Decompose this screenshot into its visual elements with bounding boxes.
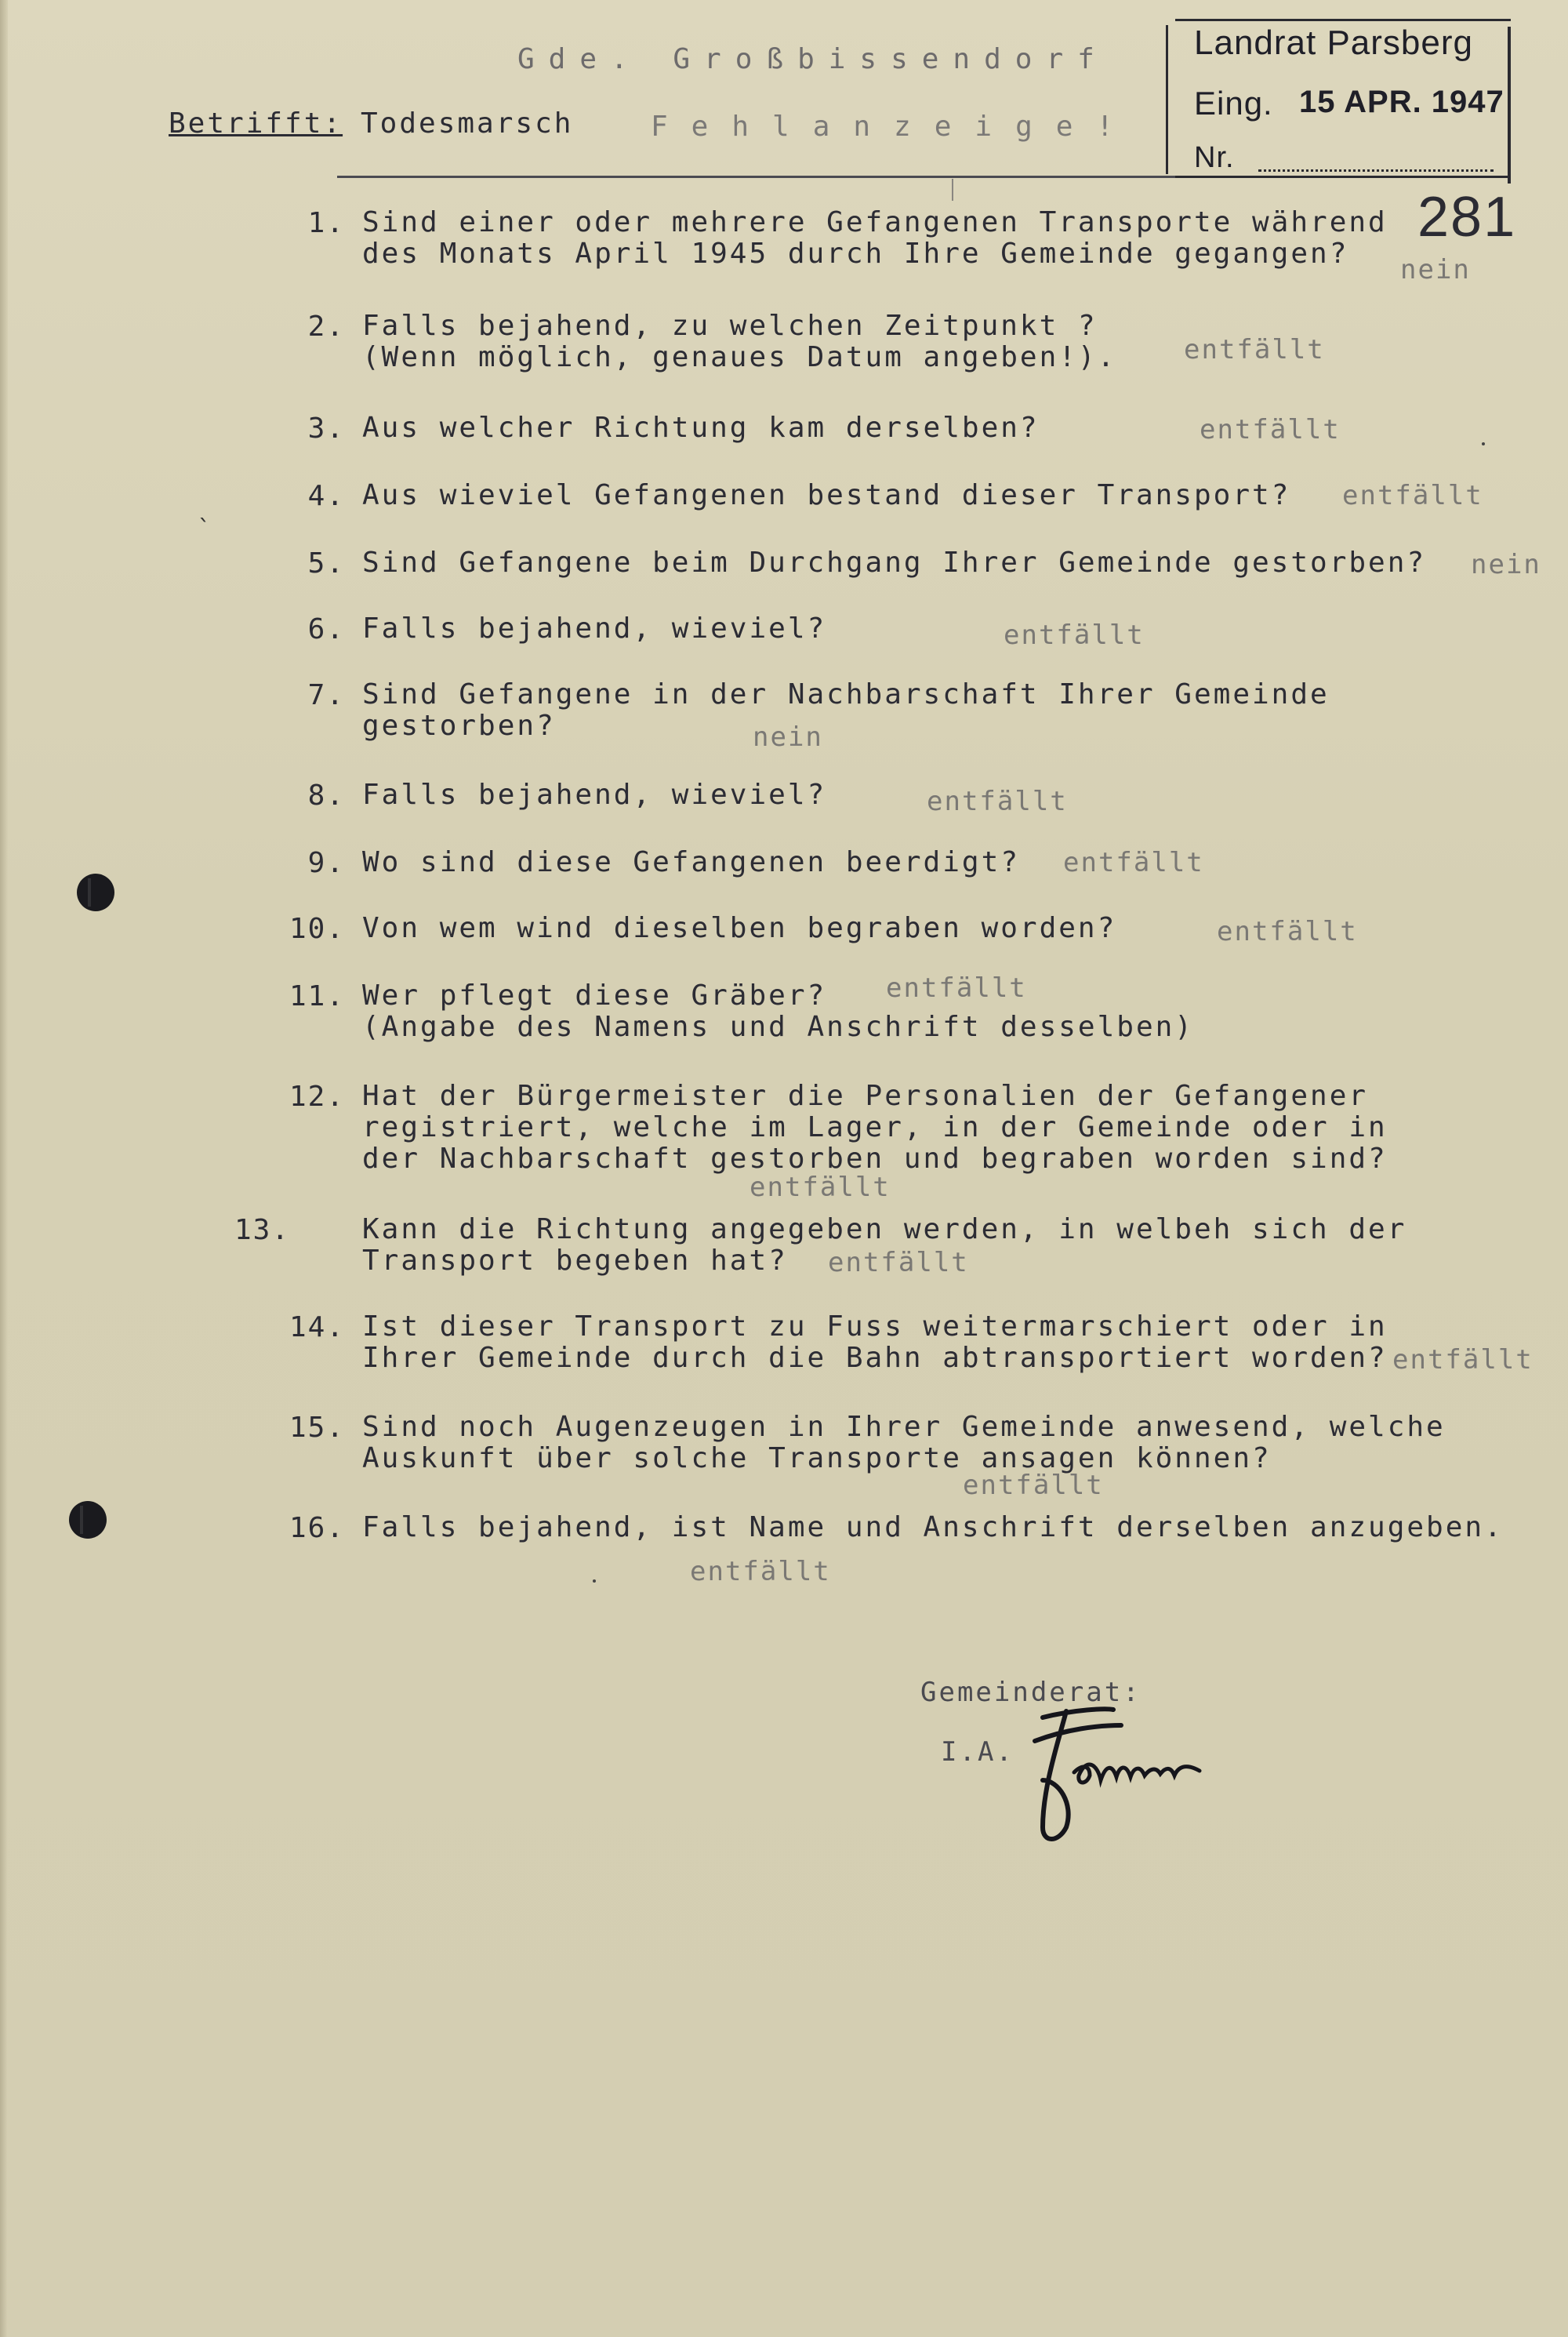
question-text: Falls bejahend, wieviel? xyxy=(362,612,827,645)
stamp-border-left xyxy=(1166,25,1168,174)
stamp-border-bottom xyxy=(1175,176,1511,178)
question-number: 10. xyxy=(289,913,345,945)
punch-hole xyxy=(77,874,114,911)
answer: entfällt xyxy=(1392,1344,1534,1376)
answer: entfällt xyxy=(1200,414,1341,445)
question-text: (Wenn möglich, genaues Datum angeben!). xyxy=(362,341,1117,373)
question-number: 15. xyxy=(289,1412,345,1444)
punch-hole xyxy=(69,1501,107,1539)
margin-tick: ˎ xyxy=(196,494,211,522)
question-text: Wo sind diese Gefangenen beerdigt? xyxy=(362,846,1020,878)
answer: nein xyxy=(753,721,823,753)
question-text: Kann die Richtung angegeben werden, in welbeh sich der xyxy=(362,1213,1407,1245)
question-number: 7. xyxy=(307,679,345,711)
question-number: 16. xyxy=(289,1512,345,1544)
stamp-date: 15 APR. 1947 xyxy=(1299,85,1504,119)
question-text: Sind noch Augenzeugen in Ihrer Gemeinde anwesend, welche xyxy=(362,1411,1446,1443)
question-text: Aus welcher Richtung kam derselben? xyxy=(362,412,1040,444)
question-number: 3. xyxy=(307,413,345,445)
question-number: 6. xyxy=(307,613,345,645)
answer: entfällt xyxy=(1004,620,1145,651)
question-text: Ihrer Gemeinde durch die Bahn abtransportiert worden? xyxy=(362,1342,1388,1374)
question-number: 9. xyxy=(307,847,345,879)
question-number: 1. xyxy=(307,207,345,239)
question-text: Falls bejahend, wieviel? xyxy=(362,779,827,811)
nil-report-remark: Fehlanzeige! xyxy=(651,111,1138,143)
signature-ia: I.A. xyxy=(941,1736,1014,1768)
question-text: Aus wieviel Gefangenen bestand dieser Transport? xyxy=(362,479,1291,511)
page-edge xyxy=(0,0,8,2337)
question-number: 5. xyxy=(307,547,345,580)
betrifft-label: Betrifft: xyxy=(169,107,343,140)
answer: entfällt xyxy=(690,1556,831,1587)
ink-speck xyxy=(593,1579,596,1583)
register-number: 281 xyxy=(1417,186,1517,249)
stamp-nr-label: Nr. xyxy=(1194,141,1235,174)
question-text: Auskunft über solche Transporte ansagen können? xyxy=(362,1442,1272,1474)
question-text: Hat der Bürgermeister die Personalien der Gefangener xyxy=(362,1080,1369,1112)
municipality-line: Gde. Großbissendorf xyxy=(517,43,1109,75)
question-text: der Nachbarschaft gestorben und begraben worden sind? xyxy=(362,1143,1388,1175)
question-text: Transport begeben hat? xyxy=(362,1245,788,1277)
question-text: Von wem wind dieselben begraben worden? xyxy=(362,912,1117,944)
question-text: Sind einer oder mehrere Gefangenen Transporte während xyxy=(362,206,1388,238)
stamp-office: Landrat Parsberg xyxy=(1194,24,1473,62)
receipt-stamp xyxy=(1166,11,1511,182)
question-text: (Angabe des Namens und Anschrift desselben) xyxy=(362,1011,1194,1043)
answer: entfällt xyxy=(963,1470,1104,1501)
answer: nein xyxy=(1471,549,1541,580)
answer: entfällt xyxy=(828,1247,969,1278)
question-number: 12. xyxy=(289,1081,345,1113)
question-text: Falls bejahend, zu welchen Zeitpunkt ? xyxy=(362,310,1098,342)
question-number: 11. xyxy=(289,980,345,1012)
question-text: Wer pflegt diese Gräber? xyxy=(362,980,827,1012)
answer: nein xyxy=(1400,254,1471,285)
question-number: 2. xyxy=(307,311,345,343)
answer: entfällt xyxy=(1063,847,1204,878)
question-number: 8. xyxy=(307,780,345,812)
question-text: Sind Gefangene beim Durchgang Ihrer Gemeinde gestorben? xyxy=(362,547,1427,579)
question-text: des Monats April 1945 durch Ihre Gemeinde gegangen? xyxy=(362,238,1349,270)
question-text: Sind Gefangene in der Nachbarschaft Ihrer Gemeinde xyxy=(362,678,1330,711)
stamp-border-top xyxy=(1175,19,1511,21)
question-number: 13. xyxy=(234,1214,290,1246)
answer: entfällt xyxy=(1342,480,1483,511)
stamp-border-right xyxy=(1508,27,1511,184)
question-text: registriert, welche im Lager, in der Gemeinde oder in xyxy=(362,1111,1388,1143)
answer: entfällt xyxy=(927,786,1068,817)
pencil-mark xyxy=(952,179,953,201)
question-text: gestorben? xyxy=(362,710,556,742)
stamp-nr-dotted-line xyxy=(1258,169,1494,172)
signature-label: Gemeinderat: xyxy=(920,1677,1142,1708)
ink-speck xyxy=(1482,442,1485,445)
question-text: Falls bejahend, ist Name und Anschrift derselben anzugeben. xyxy=(362,1511,1504,1543)
handwritten-signature xyxy=(1011,1694,1239,1851)
stamp-eing-label: Eing. xyxy=(1194,85,1273,122)
answer: entfällt xyxy=(1217,916,1358,947)
question-number: 4. xyxy=(307,480,345,512)
answer: entfällt xyxy=(886,972,1027,1004)
answer: entfällt xyxy=(1184,334,1325,365)
answer: entfällt xyxy=(750,1172,891,1203)
question-text: Ist dieser Transport zu Fuss weitermarschiert oder in xyxy=(362,1310,1388,1343)
question-number: 14. xyxy=(289,1311,345,1343)
subject: Todesmarsch xyxy=(361,107,574,140)
